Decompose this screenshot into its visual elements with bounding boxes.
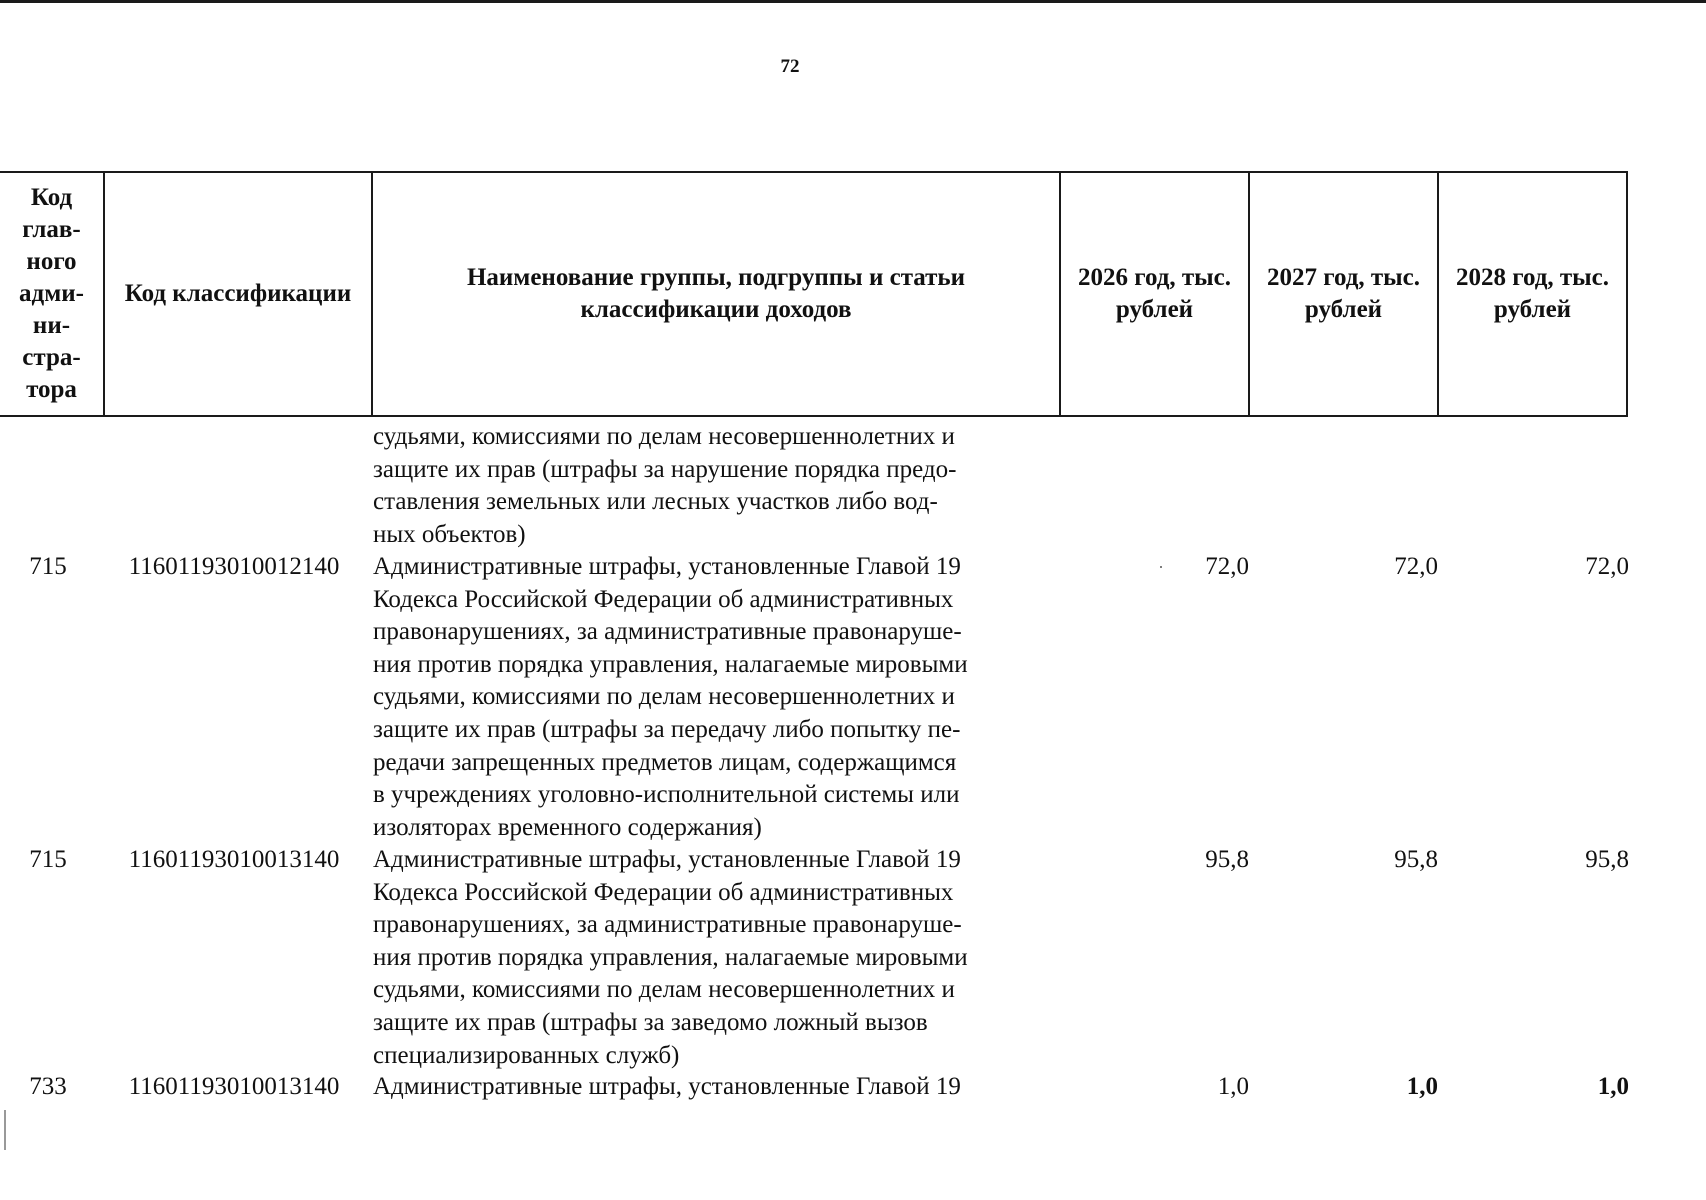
header-name: Наименование группы, подгруппы и статьи классификации доходов (372, 172, 1060, 416)
row-value-2027: 1,0 (1406, 1073, 1438, 1100)
row-admin-code: 715 (29, 846, 67, 873)
row-value-2028: 1,0 (1597, 1073, 1629, 1100)
header-year-2027: 2027 год, тыс. рублей (1249, 172, 1438, 416)
row-value-2026: 95,8 (1205, 846, 1249, 873)
row-value-2026: 1,0 (1217, 1073, 1249, 1100)
continuation-text: судьями, комиссиями по делам несовершеннолетних и защите их прав (штрафы за нарушение порядка предо- ставления земельных или лесных участков либо вод- ных объектов) (373, 423, 957, 548)
row-value-2027: 72,0 (1394, 553, 1438, 580)
header-row (0, 172, 1627, 416)
page-top-edge (0, 0, 1706, 3)
row-value-2028: 95,8 (1585, 846, 1629, 873)
row-classification-code: 11601193010013140 (128, 846, 340, 873)
header-year-2028: 2028 год, тыс. рублей (1438, 172, 1627, 416)
scan-speck (4, 1110, 6, 1150)
scan-speck (1160, 566, 1162, 568)
row-value-2027: 95,8 (1394, 846, 1438, 873)
page-number: 72 (780, 56, 800, 77)
row-classification-code: 11601193010013140 (128, 1073, 340, 1100)
row-value-2028: 72,0 (1585, 553, 1629, 580)
row-description: Административные штрафы, установленные Главой 19 Кодекса Российской Федерации об административных правонарушениях, за административные правонаруше- ния против порядка управления, налагаемые мировыми судьями, комиссиями по делам несовершеннолетних и защите их прав (штрафы за передачу либо попытку пе- редачи запрещенных предметов лицам, содержащимся в учреждениях уголовно-исполнительной системы или изоляторах временного содержания) (373, 553, 968, 841)
header-year-2026: 2026 год, тыс. рублей (1060, 172, 1249, 416)
row-value-2026: 72,0 (1205, 553, 1249, 580)
row-description: Административные штрафы, установленные Главой 19 (373, 1073, 961, 1100)
row-admin-code: 715 (29, 553, 67, 580)
row-description: Административные штрафы, установленные Главой 19 Кодекса Российской Федерации об административных правонарушениях, за административные правонаруше- ния против порядка управления, налагаемые мировыми судьями, комиссиями по делам несовершеннолетних и защите их прав (штрафы за заведомо ложный вызов специализированных служб) (373, 846, 968, 1069)
table-header (0, 171, 1628, 417)
row-classification-code: 11601193010012140 (128, 553, 340, 580)
row-admin-code: 733 (29, 1073, 67, 1100)
header-admin-code: Код глав- ного адми- ни- стра- тора (0, 172, 104, 416)
header-classification-code: Код классификации (104, 172, 372, 416)
